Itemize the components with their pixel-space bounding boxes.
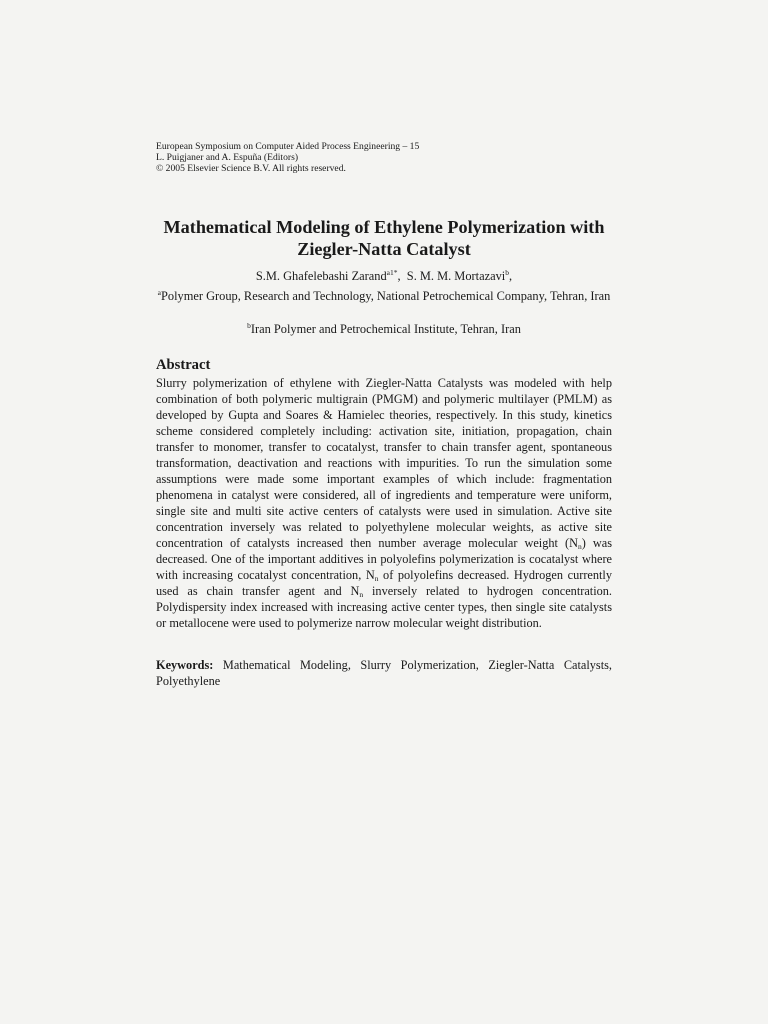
- abstract-text-part-4: inversely related to hydrogen concentration. Polydispersity index increased with increasing active center types, then single site catalysts or metallocene were used to polymerize narrow molecular weight distribution.: [156, 584, 612, 630]
- affiliation-a-mark: a: [157, 288, 161, 297]
- keywords-label: Keywords:: [156, 658, 214, 672]
- abstract-body: [156, 375, 612, 631]
- author-list: [156, 268, 612, 284]
- abstract-text-part-1: Slurry polymerization of ethylene with Ziegler-Natta Catalysts was modeled with help combination of both polymeric multigrain (PMGM) and polymeric multilayer (PMLM) as developed by Gupta and Soares & Hamielec theories, respectively. In this study, kinetics scheme considered completely including: activation site, initiation, propagation, chain transfer to monomer, transfer to cocatalyst, transfer to chain transfer agent, spontaneous transformation, deactivation and reactions with impurities. To run the simulation some assumptions were made some important examples of which include: fragmentation phenomena in catalyst were considered, all of ingredients and temperature were uniform, single site and multi site active centers of catalysts were used in simulation. Active site concentration inversely was related to polyethylene molecular weights, as active site concentration of catalysts increased then number average molecular weight (N: [156, 376, 612, 550]
- paper-title: [140, 216, 628, 260]
- affiliation-a: [156, 288, 612, 304]
- paper-title-line-2: Ziegler-Natta Catalyst: [297, 239, 471, 259]
- proceedings-masthead: [156, 141, 616, 174]
- number-average-subscript: n: [374, 574, 379, 583]
- paper-title-line-1: Mathematical Modeling of Ethylene Polymerization with: [163, 217, 605, 237]
- author-1-name: S.M. Ghafelebashi Zarand: [255, 269, 387, 283]
- masthead-conference: European Symposium on Computer Aided Process Engineering – 15: [156, 141, 420, 152]
- affiliation-b: [156, 321, 612, 337]
- abstract-text-part-3: of polyolefins decreased. Hydrogen currently used as chain transfer agent and N: [156, 568, 612, 598]
- affiliation-a-text: Polymer Group, Research and Technology, National Petrochemical Company, Tehran, Iran: [160, 289, 611, 303]
- author-2-name: S. M. M. Mortazavi: [406, 269, 506, 283]
- masthead-copyright: © 2005 Elsevier Science B.V. All rights reserved.: [156, 163, 346, 174]
- masthead-editors: L. Puigjaner and A. Espuña (Editors): [156, 152, 299, 163]
- affiliation-b-mark: b: [247, 321, 251, 330]
- author-list-trailing-comma: ,: [508, 269, 513, 283]
- number-average-subscript: n: [359, 590, 364, 599]
- abstract-heading: Abstract: [156, 357, 211, 373]
- affiliation-b-text: Iran Polymer and Petrochemical Institute, Tehran, Iran: [250, 322, 521, 336]
- keywords-list: Mathematical Modeling, Slurry Polymerization, Ziegler-Natta Catalysts, Polyethylene: [156, 658, 612, 688]
- author-2-affiliation-mark: b: [505, 268, 509, 277]
- abstract-text-part-2: ) was decreased. One of the important additives in polyolefins polymerization is cocatalyst where with increasing cocatalyst concentration, N: [156, 536, 612, 582]
- author-1-affiliation-marks: a1*: [386, 268, 398, 277]
- author-separator: ,: [397, 269, 407, 283]
- keywords-block: [156, 657, 612, 689]
- number-average-subscript: n: [577, 542, 582, 551]
